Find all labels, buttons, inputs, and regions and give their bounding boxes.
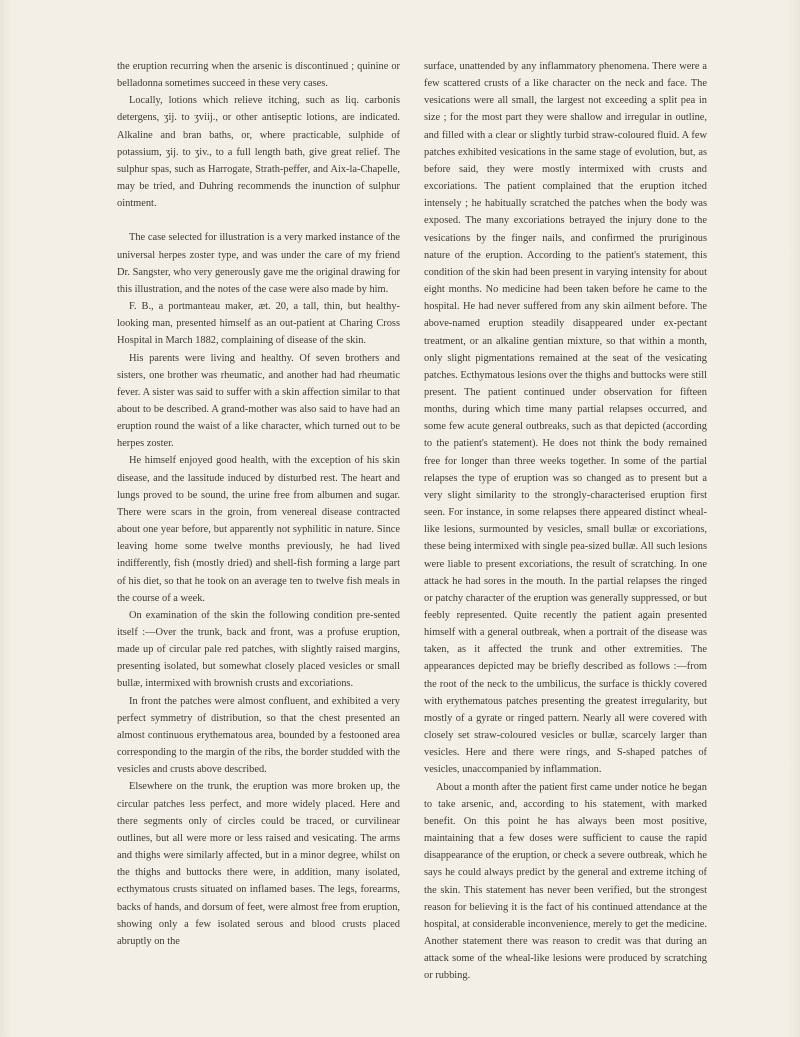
left-paragraph-9: Elsewhere on the trunk, the eruption was more broken up, the circular patches less perfect, and more widely placed. Here and there segments only of circles could be traced, or curvilinear outlines, but all were more or less raised and vesicating. The arms and thighs were similarly affected, but in a minor degree, whilst on the thighs and buttocks there were, in addition, many isolated, ecthymatous crusts situated on inflamed bases. The legs, forearms, backs of hands, and dorsum of feet, were almost free from eruption, showing only a few isolated serous and blood crusts placed abruptly on the <box>117 781 400 947</box>
left-paragraph-8: In front the patches were almost confluent, and exhibited a very perfect symmetry of distribution, so that the chest presented an almost continuous erythematous area, bounded by a festooned area corresponding to the margin of the ribs, the border studded with the vesicles and crusts above described. <box>117 695 400 776</box>
right-text-column <box>424 58 707 984</box>
right-paragraph-2: About a month after the patient first came under notice he began to take arsenic, and, according to his statement, with marked benefit. On this point he has always been most positive, maintaining that a few doses were sufficient to cause the rapid disappearance of the eruption, or check a severe outbreak, which he says he could always predict by the general and extreme itching of the skin. This statement has never been verified, but the strongest reason for believing it is the fact of his continued attendance at the hospital, at considerable inconvenience, merely to get the medicine. Another statement there was reason to credit was that during an attack some of the wheal-like lesions were produced by scratching or rubbing. <box>424 781 707 982</box>
left-paragraph-5: His parents were living and healthy. Of seven brothers and sisters, one brother was rheumatic, and another had had rheumatic fever. A sister was said to suffer with a skin affection similar to that about to be described. A grand-mother was also said to have had an eruption round the waist of a like character, which turned out to be herpes zoster. <box>117 352 400 450</box>
right-paragraph-1: surface, unattended by any inflammatory phenomena. There were a few scattered crusts of a like character on the neck and face. The vesications were all small, the largest not exceeding a split pea in size ; for the most part they were shallow and irregular in outline, and filled with a clear or slightly turbid straw-coloured fluid. A few patches exhibited vesications in the same stage of evolution, but, as before said, they were mostly intermixed with crusts and excoriations. The patient complained that the eruption itched intensely ; he habitually scratched the patches when the body was exposed. The many excoriations betrayed the injury done to the vesications by the finger nails, and confirmed the pruriginous nature of the eruption. According to the patient's statement, this condition of the skin had been present in varying intensity for about eight months. No medicine had been taken before he came to the hospital. He had never suffered from any skin ailment before. The above-named eruption steadily disappeared under ex-pectant treatment, or an alkaline gentian mixture, so that within a month, only slight pigmentations remained at the seat of the vesicating patches. Ecthymatous lesions over the thighs and buttocks were still present. The patient continued under observation for fifteen months, during which time many partial relapses occurred, and some few acute general outbreaks, such as that depicted (according to the patient's statement). He does not think the body remained free for longer than three weeks together. In some of the partial relapses the type of eruption was so changed as to present but a very slight similarity to the strongly-characterised eruption first seen. For instance, in some relapses there appeared distinct wheal-like lesions, surmounted by vesicles, small bullæ or excoriations, these being intermixed with single pea-sized bullæ. All such lesions were liable to present excoriations, the result of scratching. In one attack he had sores in the mouth. In the partial relapses the ringed or patchy character of the eruption was generally suppressed, or but feebly represented. Quite recently the patient again presented himself with a general outbreak, when a portrait of the disease was taken, as it affected the trunk and other extremities. The appearances depicted may be briefly described as follows :—from the root of the neck to the umbilicus, the surface is thickly covered with erythematous patches presenting the greatest irregularity, but mostly of a gyrate or ringed pattern. Nearly all were covered with closely set straw-coloured vesicles or bullæ, scarcely larger than vesicles. Here and there were rings, and S-shaped patches of vesicles, unaccompanied by inflammation. <box>424 61 707 776</box>
left-text-column <box>117 58 400 950</box>
left-paragraph-7: On examination of the skin the following condition pre-sented itself :—Over the trunk, back and front, was a profuse eruption, made up of circular pale red patches, with slightly raised margins, presenting isolated, but somewhat closely placed vesicles or small bullæ, intermixed with brownish crusts and excoriations. <box>117 609 400 690</box>
left-paragraph-4: F. B., a portmanteau maker, æt. 20, a tall, thin, but healthy-looking man, presented himself as an out-patient at Charing Cross Hospital in March 1882, complaining of disease of the skin. <box>117 301 400 347</box>
left-paragraph-1: the eruption recurring when the arsenic is discontinued ; quinine or belladonna sometimes succeed in these very cases. <box>117 61 400 90</box>
left-paragraph-6: He himself enjoyed good health, with the exception of his skin disease, and the lassitude induced by disturbed rest. The heart and lungs proved to be sound, the urine free from albumen and sugar. There were scars in the groin, from venereal disease contracted about one year before, but apparently not syphilitic in nature. Since leaving home some twelve months previously, he had lived indifferently, fish (mostly dried) and shell-fish forming a large part of his diet, so that he took on an average ten to twelve fish meals in the course of a week. <box>117 455 400 604</box>
left-paragraph-2: Locally, lotions which relieve itching, such as liq. carbonis detergens, ʒij. to ʒviij., or other antiseptic lotions, are indicated. Alkaline and bran baths, or, where practicable, sulphide of potassium, ʒij. to ʒiv., to a full length bath, give great relief. The sulphur spas, such as Harrogate, Strath-peffer, and Aix-la-Chapelle, may be tried, and Duhring recommends the inunction of sulphur ointment. <box>117 95 400 210</box>
left-paragraph-3: The case selected for illustration is a very marked instance of the universal herpes zoster type, and was under the care of my friend Dr. Sangster, who very generously gave me the original drawing for this illustration, and the notes of the case were also made by him. <box>117 232 400 295</box>
